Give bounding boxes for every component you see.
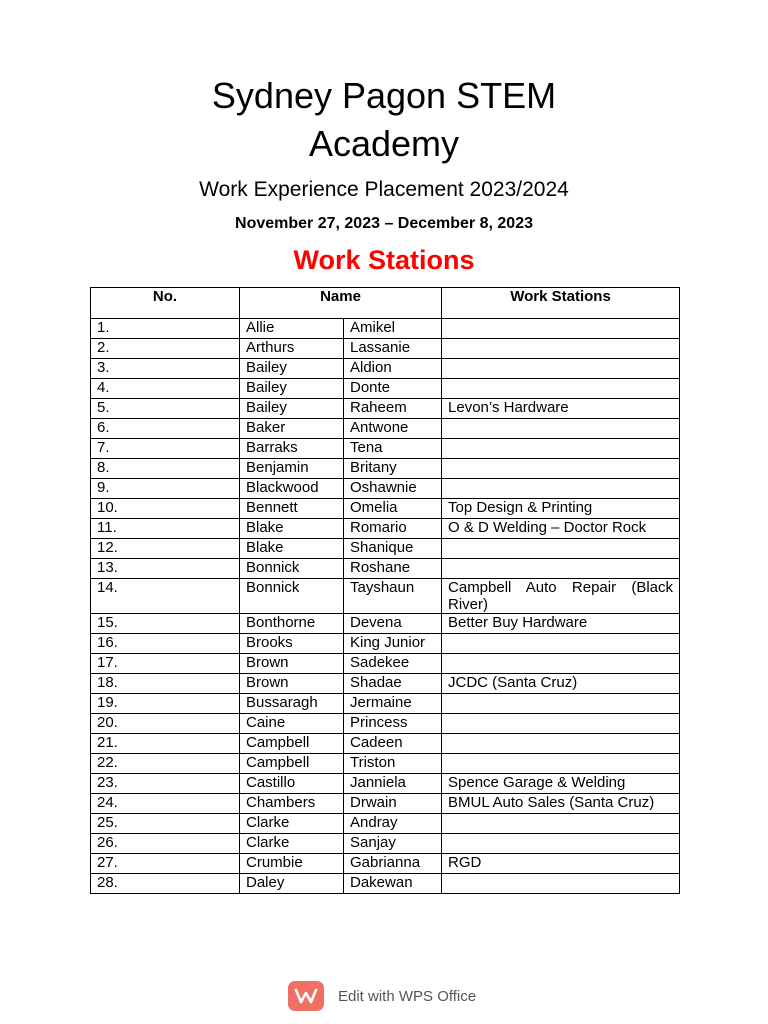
work-station [442, 439, 680, 459]
wps-office-icon [288, 981, 324, 1011]
last-name: Bonnick [240, 559, 344, 579]
section-title: Work Stations [293, 245, 475, 275]
row-number: 24. [91, 794, 240, 814]
first-name: Dakewan [344, 874, 442, 894]
row-number: 17. [91, 654, 240, 674]
last-name: Benjamin [240, 459, 344, 479]
last-name: Campbell [240, 734, 344, 754]
work-station [442, 339, 680, 359]
work-station: Spence Garage & Welding [442, 774, 680, 794]
table-row [91, 419, 680, 439]
row-number: 5. [91, 399, 240, 419]
work-station [442, 459, 680, 479]
work-station: Top Design & Printing [442, 499, 680, 519]
header-work-stations: Work Stations [442, 288, 680, 319]
work-station [442, 359, 680, 379]
table-row [91, 654, 680, 674]
table-row [91, 379, 680, 399]
first-name: Shadae [344, 674, 442, 694]
last-name: Crumbie [240, 854, 344, 874]
last-name: Clarke [240, 834, 344, 854]
row-number: 15. [91, 614, 240, 634]
table-row [91, 539, 680, 559]
last-name: Daley [240, 874, 344, 894]
table-row [91, 439, 680, 459]
table-row [91, 339, 680, 359]
first-name: Devena [344, 614, 442, 634]
first-name: Princess [344, 714, 442, 734]
row-number: 18. [91, 674, 240, 694]
work-station [442, 734, 680, 754]
last-name: Castillo [240, 774, 344, 794]
work-station [442, 694, 680, 714]
first-name: Romario [344, 519, 442, 539]
first-name: Omelia [344, 499, 442, 519]
last-name: Chambers [240, 794, 344, 814]
table-header-row [91, 288, 680, 319]
first-name: Oshawnie [344, 479, 442, 499]
first-name: Donte [344, 379, 442, 399]
row-number: 27. [91, 854, 240, 874]
row-number: 8. [91, 459, 240, 479]
first-name: Britany [344, 459, 442, 479]
table-row [91, 734, 680, 754]
row-number: 12. [91, 539, 240, 559]
first-name: Shanique [344, 539, 442, 559]
row-number: 26. [91, 834, 240, 854]
table-row [91, 674, 680, 694]
last-name: Blake [240, 539, 344, 559]
row-number: 3. [91, 359, 240, 379]
first-name: Roshane [344, 559, 442, 579]
work-station: Campbell Auto Repair (Black River) [442, 579, 680, 614]
table-row [91, 614, 680, 634]
first-name: Sadekee [344, 654, 442, 674]
footer-text: Edit with WPS Office [338, 987, 477, 1005]
first-name: Aldion [344, 359, 442, 379]
work-station [442, 834, 680, 854]
date-range: November 27, 2023 – December 8, 2023 [235, 215, 533, 232]
row-number: 14. [91, 579, 240, 614]
work-station [442, 419, 680, 439]
table-row [91, 399, 680, 419]
first-name: Raheem [344, 399, 442, 419]
work-station: RGD [442, 854, 680, 874]
row-number: 25. [91, 814, 240, 834]
first-name: King Junior [344, 634, 442, 654]
first-name: Antwone [344, 419, 442, 439]
table-row [91, 559, 680, 579]
last-name: Barraks [240, 439, 344, 459]
row-number: 6. [91, 419, 240, 439]
row-number: 21. [91, 734, 240, 754]
work-station [442, 379, 680, 399]
last-name: Arthurs [240, 339, 344, 359]
table-row [91, 579, 680, 614]
table-row [91, 319, 680, 339]
last-name: Baker [240, 419, 344, 439]
first-name: Lassanie [344, 339, 442, 359]
work-station [442, 874, 680, 894]
table-row [91, 519, 680, 539]
table-row [91, 499, 680, 519]
last-name: Blackwood [240, 479, 344, 499]
first-name: Drwain [344, 794, 442, 814]
work-station [442, 714, 680, 734]
row-number: 7. [91, 439, 240, 459]
last-name: Bailey [240, 399, 344, 419]
row-number: 23. [91, 774, 240, 794]
table-row [91, 359, 680, 379]
table-row [91, 814, 680, 834]
work-station: JCDC (Santa Cruz) [442, 674, 680, 694]
table-row [91, 834, 680, 854]
row-number: 13. [91, 559, 240, 579]
row-number: 4. [91, 379, 240, 399]
last-name: Bussaragh [240, 694, 344, 714]
table-row [91, 634, 680, 654]
row-number: 28. [91, 874, 240, 894]
table-row [91, 694, 680, 714]
row-number: 22. [91, 754, 240, 774]
table-row [91, 479, 680, 499]
row-number: 20. [91, 714, 240, 734]
work-station: Levon’s Hardware [442, 399, 680, 419]
row-number: 16. [91, 634, 240, 654]
table-row [91, 459, 680, 479]
row-number: 10. [91, 499, 240, 519]
header-no: No. [91, 288, 240, 319]
work-station [442, 814, 680, 834]
table-body [91, 319, 680, 894]
first-name: Tena [344, 439, 442, 459]
header-name: Name [240, 288, 442, 319]
first-name: Andray [344, 814, 442, 834]
table-row [91, 774, 680, 794]
page-subtitle: Work Experience Placement 2023/2024 [199, 178, 569, 201]
first-name: Janniela [344, 774, 442, 794]
work-station [442, 754, 680, 774]
title-line-2: Academy [308, 123, 460, 164]
first-name: Amikel [344, 319, 442, 339]
work-station [442, 634, 680, 654]
work-station [442, 479, 680, 499]
work-station [442, 319, 680, 339]
first-name: Jermaine [344, 694, 442, 714]
last-name: Allie [240, 319, 344, 339]
work-station: BMUL Auto Sales (Santa Cruz) [442, 794, 680, 814]
row-number: 11. [91, 519, 240, 539]
last-name: Clarke [240, 814, 344, 834]
row-number: 1. [91, 319, 240, 339]
table-row [91, 794, 680, 814]
row-number: 2. [91, 339, 240, 359]
work-station: Better Buy Hardware [442, 614, 680, 634]
first-name: Gabrianna [344, 854, 442, 874]
placement-table [90, 287, 680, 894]
first-name: Tayshaun [344, 579, 442, 614]
row-number: 19. [91, 694, 240, 714]
last-name: Brown [240, 674, 344, 694]
last-name: Bennett [240, 499, 344, 519]
work-station [442, 654, 680, 674]
last-name: Bailey [240, 379, 344, 399]
last-name: Blake [240, 519, 344, 539]
table-row [91, 754, 680, 774]
table-row [91, 714, 680, 734]
last-name: Brown [240, 654, 344, 674]
last-name: Bailey [240, 359, 344, 379]
table-row [91, 874, 680, 894]
work-station: O & D Welding – Doctor Rock [442, 519, 680, 539]
last-name: Caine [240, 714, 344, 734]
work-station [442, 559, 680, 579]
first-name: Cadeen [344, 734, 442, 754]
page-title [0, 72, 768, 168]
wps-footer[interactable] [288, 980, 476, 1012]
work-station [442, 539, 680, 559]
title-line-1: Sydney Pagon STEM [211, 75, 557, 116]
first-name: Sanjay [344, 834, 442, 854]
last-name: Bonthorne [240, 614, 344, 634]
last-name: Brooks [240, 634, 344, 654]
row-number: 9. [91, 479, 240, 499]
first-name: Triston [344, 754, 442, 774]
last-name: Bonnick [240, 579, 344, 614]
last-name: Campbell [240, 754, 344, 774]
table-row [91, 854, 680, 874]
